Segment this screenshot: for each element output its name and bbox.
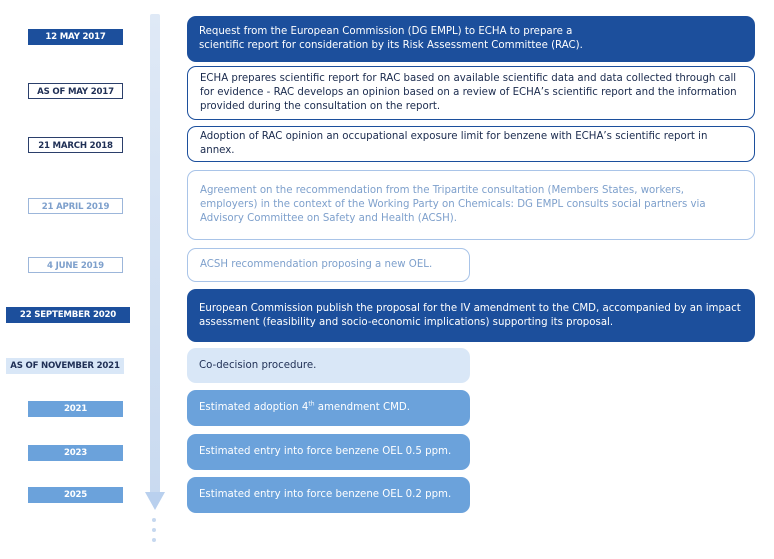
timeline-event-text: Adoption of RAC opinion an occupational exposure limit for benzene with ECHA’s scientific report in annex. <box>200 131 708 156</box>
timeline-date: 12 MAY 2017 <box>28 29 123 45</box>
timeline-date: 2023 <box>28 445 123 461</box>
timeline-event-text: Estimated entry into force benzene OEL 0.2 ppm. <box>199 489 452 500</box>
timeline-event <box>187 390 470 426</box>
timeline-date: 2025 <box>28 487 123 503</box>
timeline-date: 2021 <box>28 401 123 417</box>
timeline-event <box>187 289 755 342</box>
arrow-down-icon <box>145 492 165 510</box>
timeline-date: AS OF MAY 2017 <box>28 83 123 99</box>
continuation-dots <box>152 518 156 548</box>
timeline-event-text: ECHA prepares scientific report for RAC based on available scientific data and data collected through call for evidence - RAC develops an opinion based on a review of ECHA’s scientific report and the information provided during the consultation on the report. <box>200 73 737 112</box>
timeline-event-text: Estimated adoption 4th amendment CMD. <box>199 400 410 413</box>
timeline-date: AS OF NOVEMBER 2021 <box>6 358 124 374</box>
timeline-date: 21 MARCH 2018 <box>28 137 123 153</box>
timeline-event <box>187 348 470 383</box>
timeline-event <box>187 477 470 513</box>
timeline-event <box>187 66 755 120</box>
timeline-event-text: Estimated entry into force benzene OEL 0.5 ppm. <box>199 446 452 457</box>
timeline-event-text: ACSH recommendation proposing a new OEL. <box>200 259 433 270</box>
timeline-date: 22 SEPTEMBER 2020 <box>6 307 130 323</box>
timeline-axis <box>150 14 160 494</box>
timeline-event <box>187 126 755 162</box>
timeline-event-text: Request from the European Commission (DG EMPL) to ECHA to prepare a scientific report for consideration by its Risk Assessment Committee (RAC). <box>199 26 583 51</box>
timeline-event <box>187 16 755 62</box>
timeline-date: 21 APRIL 2019 <box>28 198 123 214</box>
timeline-event <box>187 434 470 470</box>
timeline-event-text: Co-decision procedure. <box>199 359 317 371</box>
timeline-event-text: European Commission publish the proposal for the IV amendment to the CMD, accompanied by an impact assessment (feasibility and socio-economic implications) supporting its proposal. <box>199 302 741 328</box>
timeline-event <box>187 248 470 282</box>
timeline-event <box>187 170 755 240</box>
timeline-event-text: Agreement on the recommendation from the Tripartite consultation (Members States, workers, employers) in the context of the Working Party on Chemicals: DG EMPL consults social partners via Advisory Committee on Safety and Health (ACSH). <box>200 185 706 224</box>
timeline-date: 4 JUNE 2019 <box>28 257 123 273</box>
